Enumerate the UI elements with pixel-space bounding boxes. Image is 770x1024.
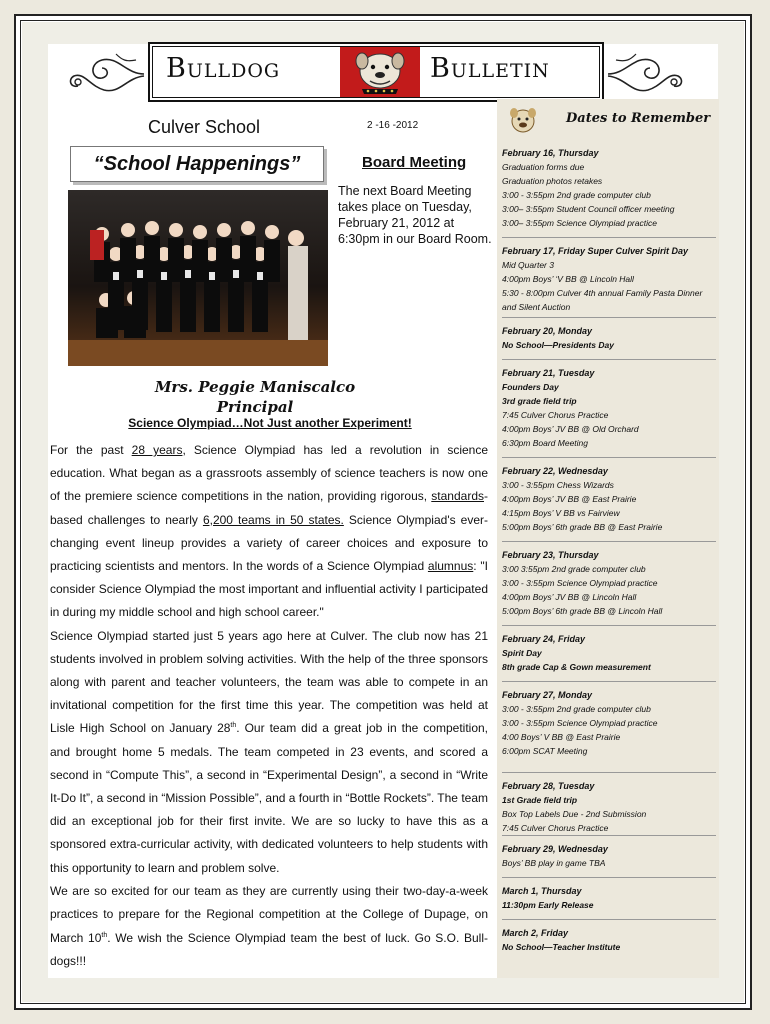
event-item: 3:00 - 3:55pm Chess Wizards bbox=[502, 480, 614, 490]
event-item: Mid Quarter 3 bbox=[502, 260, 554, 270]
masthead-title-right: Bulletin bbox=[430, 53, 550, 84]
event-date-heading: February 17, Friday Super Culver Spirit Day bbox=[502, 246, 689, 256]
event-date-heading: February 28, Tuesday bbox=[502, 781, 595, 791]
event-item: 4:00 Boys’ V BB @ East Prairie bbox=[502, 732, 621, 742]
event-item: 3:00 - 3:55pm Science Olympiad practice bbox=[502, 718, 658, 728]
event-group bbox=[502, 244, 716, 314]
event-group bbox=[502, 324, 716, 352]
event-item: 7:45 Culver Chorus Practice bbox=[502, 410, 609, 420]
scroll-ornament-left-icon bbox=[66, 46, 146, 102]
event-group bbox=[502, 688, 716, 758]
event-item: 4:00pm Boys’ JV BB @ Old Orchard bbox=[502, 424, 639, 434]
issue-date: 2 -16 -2012 bbox=[367, 120, 419, 131]
event-item: Graduation photos retakes bbox=[502, 176, 603, 186]
event-divider bbox=[502, 772, 716, 773]
event-divider bbox=[502, 541, 716, 542]
event-group bbox=[502, 548, 716, 618]
article-subtitle: Science Olympiad…Not Just another Experiment! bbox=[128, 416, 412, 430]
event-item: 1st Grade field trip bbox=[502, 795, 578, 805]
bulldog-icon bbox=[508, 106, 538, 134]
event-item: 3:00 - 3:55pm 2nd grade computer club bbox=[502, 190, 651, 200]
board-meeting-title: Board Meeting bbox=[362, 154, 467, 171]
event-item: 3:00 3:55pm 2nd grade computer club bbox=[502, 564, 646, 574]
event-item: 5:00pm Boys’ 6th grade BB @ Lincoln Hall bbox=[502, 606, 663, 616]
event-item: 3:00 - 3:55pm 2nd grade computer club bbox=[502, 704, 651, 714]
dates-title: Dates to Remember bbox=[566, 111, 711, 126]
event-item: Founders Day bbox=[502, 382, 559, 392]
event-item: 3:00– 3:55pm Student Council officer meeting bbox=[502, 204, 675, 214]
event-date-heading: February 29, Wednesday bbox=[502, 844, 608, 854]
event-divider bbox=[502, 877, 716, 878]
event-group bbox=[502, 779, 716, 835]
principal-title: Principal bbox=[216, 398, 294, 416]
event-item: 4:15pm Boys’ V BB vs Fairview bbox=[502, 508, 620, 518]
event-divider bbox=[502, 359, 716, 360]
event-group bbox=[502, 842, 716, 870]
school-name: Culver School bbox=[148, 117, 261, 137]
event-item: Spirit Day bbox=[502, 648, 542, 658]
event-item: 3:00 - 3:55pm Science Olympiad practice bbox=[502, 578, 658, 588]
event-divider bbox=[502, 625, 716, 626]
article-paragraph: For the past 28 years, Science Olympiad has led a revolution in science education. What began as a grassroots assembly of science teachers is now one of the premiere science competitions in the nation, providing rigorous, standards-based challenges to nearly 6,200 teams in 50 states. Science Olympiad's ever-changing event lineup provides a variety of career choices and exposure to practicing scientists and mentors. In the words of a Science Olympiad alumnus: "I consider Science Olympiad the most important and influential activity I participated in during my middle school and high school career." bbox=[50, 443, 489, 620]
event-item: 4:00pm Boys’ ‘V BB @ Lincoln Hall bbox=[502, 274, 634, 284]
event-item: Box Top Labels Due - 2nd Submission bbox=[502, 809, 647, 819]
section-title: “School Happenings” bbox=[70, 146, 324, 182]
team-photo bbox=[68, 190, 328, 366]
masthead-title-left: Bulldog bbox=[166, 53, 281, 84]
event-item: Graduation forms due bbox=[502, 162, 585, 172]
principal-name: Mrs. Peggie Maniscalco bbox=[154, 378, 356, 396]
event-group bbox=[502, 146, 716, 230]
bulldog-logo-icon bbox=[340, 47, 420, 97]
event-item: 3:00– 3:55pm Science Olympiad practice bbox=[502, 218, 657, 228]
underlined-standards: standards bbox=[431, 489, 484, 504]
event-item: 4:00pm Boys’ JV BB @ East Prairie bbox=[502, 494, 637, 504]
board-meeting-text: The next Board Meeting takes place on Tuesday, February 21, 2012 at 6:30pm in our Board Room. bbox=[338, 184, 492, 246]
event-divider bbox=[502, 919, 716, 920]
event-item: 8th grade Cap & Gown measurement bbox=[502, 662, 651, 672]
event-divider bbox=[502, 317, 716, 318]
event-date-heading: February 20, Monday bbox=[502, 326, 593, 336]
article-paragraph: We are so excited for our team as they are currently using their two-day-a-week practices to prepare for the Regional competition at the College of Dupage, on March 10th. We wish the Science Olympiad team the best of luck. Go S.O. Bull-dogs!!! bbox=[50, 883, 488, 969]
event-item: 7:45 Culver Chorus Practice bbox=[502, 823, 609, 833]
event-divider bbox=[502, 835, 716, 836]
underlined-years: 28 years bbox=[131, 443, 183, 457]
underlined-alumnus: alumnus bbox=[427, 559, 474, 574]
article-body bbox=[50, 439, 488, 973]
event-item: 4:00pm Boys’ JV BB @ Lincoln Hall bbox=[502, 592, 637, 602]
event-item: 5:00pm Boys’ 6th grade BB @ East Prairie bbox=[502, 522, 663, 532]
event-date-heading: February 21, Tuesday bbox=[502, 368, 595, 378]
event-divider bbox=[502, 681, 716, 682]
event-group bbox=[502, 366, 716, 450]
event-divider bbox=[502, 457, 716, 458]
event-item: Boys’ BB play in game TBA bbox=[502, 858, 606, 868]
scroll-ornament-right-icon bbox=[606, 46, 686, 102]
event-item: 5:30 - 8:00pm Culver 4th annual Family Pasta Dinner and Silent Auction bbox=[502, 288, 703, 312]
event-date-heading: February 22, Wednesday bbox=[502, 466, 608, 476]
underlined-teams: 6,200 teams in 50 states. bbox=[202, 512, 344, 527]
event-group bbox=[502, 884, 716, 912]
event-group bbox=[502, 464, 716, 534]
event-date-heading: February 16, Thursday bbox=[502, 148, 599, 158]
event-date-heading: March 2, Friday bbox=[502, 928, 569, 938]
event-date-heading: March 1, Thursday bbox=[502, 886, 582, 896]
event-item: 11:30pm Early Release bbox=[502, 900, 594, 910]
event-group bbox=[502, 926, 716, 954]
event-item: 3rd grade field trip bbox=[502, 396, 577, 406]
event-divider bbox=[502, 237, 716, 238]
event-item: 6:00pm SCAT Meeting bbox=[502, 746, 588, 756]
article-paragraph: Science Olympiad started just 5 years ago here at Culver. The club now has 21 students involved in problem solving activities. With the help of the three sponsors along with parent and teacher volunteers, the team was able to compete in an invitational competition for the first time this year. The competition was held at Lisle High School on January 28th. Our team did a great job in the competition, and brought home 5 medals. The team competed in 23 events, and scored a second in “Compute This”, a second in “Experimental Design”, a second in “Write It-Do It”, a second in “Mission Possible”, and a fourth in “Bottle Rockets”. The team did an exceptional job for their first invite. We are so lucky to have this as a sponsored extra-curricular activity, with dedicated volunteers to help students with this opportunity to learn and problem solve. bbox=[50, 628, 489, 875]
event-item: No School—Teacher Institute bbox=[502, 942, 621, 952]
event-date-heading: February 27, Monday bbox=[502, 690, 593, 700]
event-item: 6:30pm Board Meeting bbox=[502, 438, 588, 448]
event-item: No School—Presidents Day bbox=[502, 340, 614, 350]
principal-signature bbox=[150, 377, 360, 417]
event-date-heading: February 24, Friday bbox=[502, 634, 586, 644]
event-group bbox=[502, 632, 716, 674]
event-date-heading: February 23, Thursday bbox=[502, 550, 599, 560]
